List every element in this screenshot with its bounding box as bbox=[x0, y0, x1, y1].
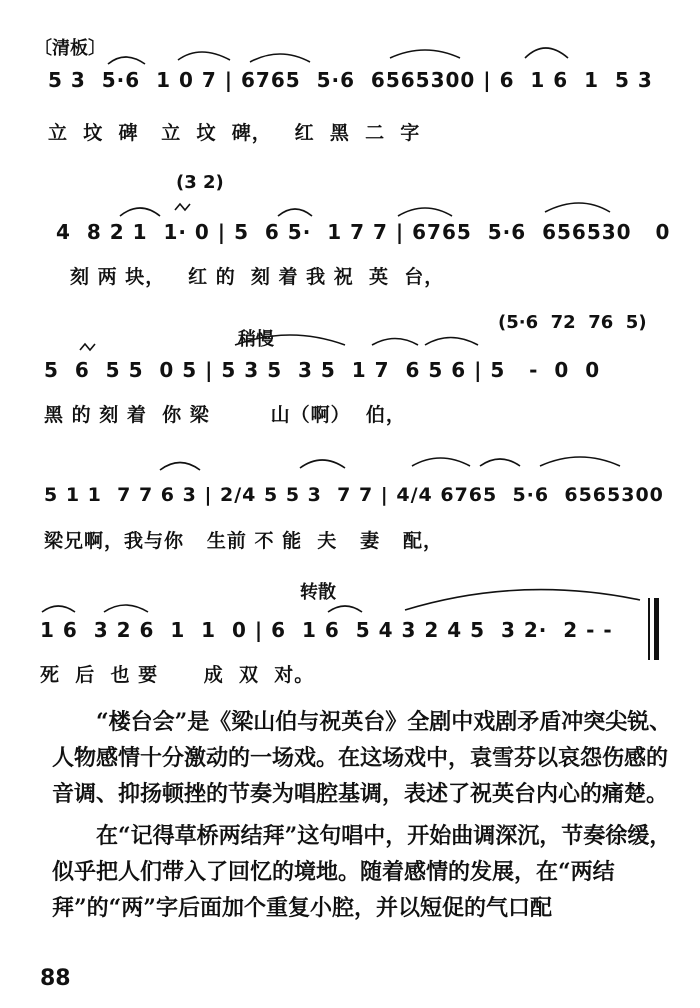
score-line-5-notes: 1 6 3 2 6 1 1 0 | 6 1 6 5 4 3 2 4 5 3 2· 2 - - bbox=[40, 618, 613, 642]
score-line-3-notes: 5 6 5 5 0 5 | 5 3 5 3 5 1 7 6 5 6 | 5 - 0 0 bbox=[44, 358, 601, 382]
score-line-2-notes: 4 8 2 1 1· 0 | 5 6 5· 1 7 7 | 6765 5·6 656530 0 bbox=[56, 220, 671, 244]
score-line-3-lyrics: 黑 的 刻 着 你 梁 山（啊） 伯， bbox=[44, 404, 406, 426]
page-number: 88 bbox=[40, 966, 71, 991]
score-line-1-lyrics: 立 坟 碑 立 坟 碑， 红 黑 二 字 bbox=[48, 122, 421, 144]
score-line-3-aside: (5·6 72 76 5) bbox=[498, 312, 647, 333]
score-line-2-lyrics: 刻 两 块， 红 的 刻 着 我 祝 英 台， bbox=[70, 266, 445, 288]
paragraph-2: 在“记得草桥两结拜”这句唱中，开始曲调深沉，节奏徐缓，似乎把人们带入了回忆的境地。随着感情的发展，在“两结拜”的“两”字后面加个重复小腔，并以短促的气口配 bbox=[52, 823, 672, 921]
score-line-4-lyrics: 梁兄啊，我与你 生前 不 能 夫 妻 配， bbox=[44, 530, 443, 552]
paragraph-1: “楼台会”是《梁山伯与祝英台》全剧中戏剧矛盾冲突尖锐、人物感情十分激动的一场戏。在这场戏中，袁雪芬以哀怨伤感的音调、抑扬顿挫的节奏为唱腔基调，表述了祝英台内心的痛楚。 bbox=[52, 709, 672, 807]
score-line-3-prefix: 稍慢 bbox=[238, 329, 274, 350]
score-line-5-lyrics: 死 后 也 要 成 双 对。 bbox=[40, 664, 315, 686]
score-line-2-prefix: (3 2) bbox=[176, 172, 224, 193]
score-line-1-notes: 5 3 5·6 1 0 7 | 6765 5·6 6565300 | 6 1 6 1 5 3 bbox=[48, 68, 653, 92]
tempo-mark: 〔清板〕 bbox=[34, 38, 106, 59]
body-text bbox=[52, 704, 672, 926]
final-barline-thick bbox=[654, 598, 659, 660]
score-line-5-prefix: 转散 bbox=[300, 582, 336, 603]
score-line-4-notes: 5 1 1 7 7 6 3 | 2/4 5 5 3 7 7 | 4/4 6765 5·6 6565300 bbox=[44, 484, 664, 506]
final-barline-thin bbox=[648, 598, 650, 660]
